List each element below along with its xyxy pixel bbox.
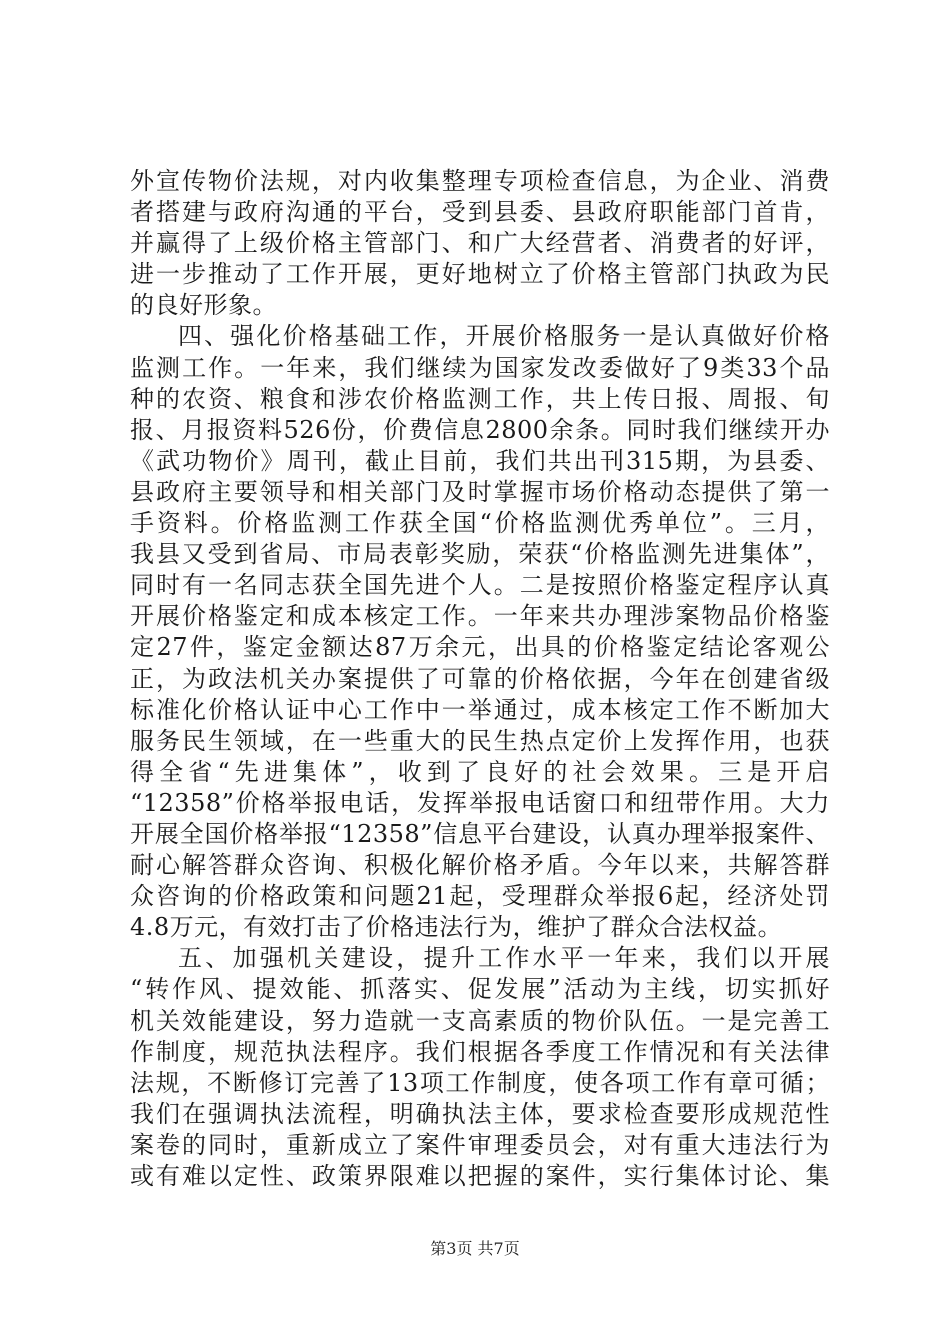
document-body	[130, 166, 830, 1192]
text-line: 作制度，规范执法程序。我们根据各季度工作情况和有关法律	[130, 1037, 830, 1066]
text-line: 进一步推动了工作开展，更好地树立了价格主管部门执政为民	[130, 260, 830, 289]
section-five-heading-line: 五、加强机关建设，提升工作水平一年来，我们以开展	[178, 944, 830, 973]
text-line: 开展全国价格举报“12358”信息平台建设，认真办理举报案件、	[130, 819, 830, 848]
text-line: 《武功物价》周刊，截止目前，我们共出刊315期，为县委、	[130, 446, 830, 475]
text-line: 报、月报资料526份，价费信息2800余条。同时我们继续开办	[130, 415, 830, 444]
text-line: 法规，不断修订完善了13项工作制度，使各项工作有章可循；	[130, 1068, 830, 1097]
text-line: 服务民生领域，在一些重大的民生热点定价上发挥作用，也获	[130, 726, 830, 755]
text-line: 的良好形象。	[130, 291, 277, 320]
text-line: 或有难以定性、政策界限难以把握的案件，实行集体讨论、集	[130, 1162, 830, 1190]
text-line: 外宣传物价法规，对内收集整理专项检查信息，为企业、消费	[130, 167, 830, 195]
text-line: “12358”价格举报电话，发挥举报电话窗口和纽带作用。大力	[130, 788, 830, 817]
text-line: 定27件，鉴定金额达87万余元，出具的价格鉴定结论客观公	[130, 633, 830, 662]
text-line: 者搭建与政府沟通的平台，受到县委、县政府职能部门首肯，	[130, 198, 830, 227]
text-line: 得全省“先进集体”，收到了良好的社会效果。三是开启	[130, 757, 830, 786]
text-line: 我们在强调执法流程，明确执法主体，要求检查要形成规范性	[130, 1099, 830, 1128]
text-line: 耐心解答群众咨询、积极化解价格矛盾。今年以来，共解答群	[130, 851, 830, 880]
section-four-heading-line: 四、强化价格基础工作，开展价格服务一是认真做好价格	[178, 322, 830, 351]
text-line: 我县又受到省局、市局表彰奖励，荣获“价格监测先进集体”，	[130, 540, 830, 569]
text-line: 标准化价格认证中心工作中一举通过，成本核定工作不断加大	[130, 695, 830, 724]
text-line: 同时有一名同志获全国先进个人。二是按照价格鉴定程序认真	[130, 571, 830, 600]
text-line: 开展价格鉴定和成本核定工作。一年来共办理涉案物品价格鉴	[130, 602, 830, 631]
page-number-footer: 第3页 共7页	[430, 1239, 520, 1258]
text-line: 机关效能建设，努力造就一支高素质的物价队伍。一是完善工	[130, 1006, 830, 1035]
text-line: 并赢得了上级价格主管部门、和广大经营者、消费者的好评，	[130, 229, 830, 258]
text-line: 手资料。价格监测工作获全国“价格监测优秀单位”。三月，	[130, 509, 830, 538]
text-line: 正，为政法机关办案提供了可靠的价格依据，今年在创建省级	[130, 664, 830, 693]
text-line: 种的农资、粮食和涉农价格监测工作，共上传日报、周报、旬	[130, 384, 830, 413]
text-line: 众咨询的价格政策和问题21起，受理群众举报6起，经济处罚	[130, 882, 830, 911]
text-line: 县政府主要领导和相关部门及时掌握市场价格动态提供了第一	[130, 477, 830, 506]
text-line: 监测工作。一年来，我们继续为国家发改委做好了9类33个品	[130, 353, 830, 382]
text-line: “转作风、提效能、抓落实、促发展”活动为主线，切实抓好	[130, 975, 830, 1004]
text-line: 案卷的同时，重新成立了案件审理委员会，对有重大违法行为	[130, 1130, 830, 1159]
text-line: 4.8万元，有效打击了价格违法行为，维护了群众合法权益。	[130, 913, 783, 942]
